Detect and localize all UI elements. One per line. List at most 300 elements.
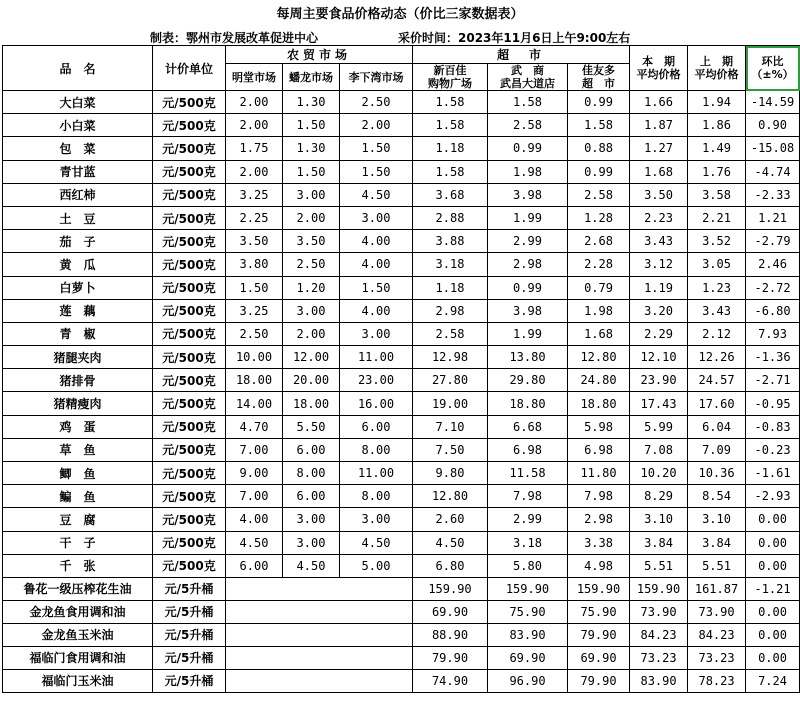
price-cell: 10.36 — [688, 462, 746, 485]
price-cell: 3.52 — [688, 230, 746, 253]
price-cell: 27.80 — [413, 369, 488, 392]
price-cell: 3.05 — [688, 253, 746, 276]
price-cell: 2.00 — [226, 91, 283, 114]
price-cell: 1.99 — [488, 322, 568, 345]
price-cell: 1.98 — [488, 160, 568, 183]
price-cell: 5.98 — [568, 415, 630, 438]
price-cell: 23.90 — [630, 369, 688, 392]
price-cell: 2.68 — [568, 230, 630, 253]
price-cell: 2.98 — [568, 508, 630, 531]
meta-line — [0, 28, 800, 45]
price-cell: -1.21 — [746, 577, 800, 600]
price-cell: 73.90 — [688, 600, 746, 623]
price-cell: 11.80 — [568, 462, 630, 485]
price-cell: 3.98 — [488, 183, 568, 206]
item-unit: 元/500克 — [153, 91, 226, 114]
item-unit: 元/500克 — [153, 346, 226, 369]
price-cell: 16.00 — [340, 392, 413, 415]
price-cell: -0.23 — [746, 438, 800, 461]
table-row — [3, 206, 800, 229]
item-unit: 元/500克 — [153, 531, 226, 554]
header-previous-line2: 平均价格 — [694, 68, 739, 81]
header-current-line1: 本 期 — [642, 55, 676, 68]
price-cell: 6.00 — [283, 438, 340, 461]
item-name: 土 豆 — [3, 206, 153, 229]
price-cell: 3.84 — [630, 531, 688, 554]
header-supermarkets: 超 市 — [413, 46, 630, 64]
price-cell: 6.68 — [488, 415, 568, 438]
item-unit: 元/5升桶 — [153, 600, 226, 623]
item-unit: 元/500克 — [153, 438, 226, 461]
price-cell: 1.23 — [688, 276, 746, 299]
table-row — [3, 392, 800, 415]
price-cell: 2.00 — [226, 114, 283, 137]
price-cell: 4.50 — [413, 531, 488, 554]
maker-label: 制表：鄂州市发展改革促进中心 — [150, 31, 319, 45]
price-cell: 1.18 — [413, 137, 488, 160]
price-cell: 3.25 — [226, 299, 283, 322]
item-name: 黄 瓜 — [3, 253, 153, 276]
price-cell: 7.00 — [226, 438, 283, 461]
price-cell: 11.00 — [340, 346, 413, 369]
price-cell: 2.00 — [340, 114, 413, 137]
price-cell: 7.93 — [746, 322, 800, 345]
price-cell: 83.90 — [630, 669, 688, 692]
price-cell: 8.00 — [283, 462, 340, 485]
price-cell: 3.00 — [340, 508, 413, 531]
item-unit: 元/500克 — [153, 114, 226, 137]
item-name: 金龙鱼食用调和油 — [3, 600, 153, 623]
price-cell: 8.29 — [630, 485, 688, 508]
price-cell: 2.21 — [688, 206, 746, 229]
price-cell: 2.29 — [630, 322, 688, 345]
price-cell: 4.50 — [340, 531, 413, 554]
item-name: 鳊 鱼 — [3, 485, 153, 508]
price-cell: 24.57 — [688, 369, 746, 392]
price-cell: 0.00 — [746, 554, 800, 577]
price-cell: 84.23 — [688, 623, 746, 646]
item-unit: 元/5升桶 — [153, 577, 226, 600]
price-cell: 159.90 — [630, 577, 688, 600]
price-cell: 2.58 — [488, 114, 568, 137]
price-cell: 3.43 — [688, 299, 746, 322]
price-cell: 1.27 — [630, 137, 688, 160]
price-cell: 6.00 — [226, 554, 283, 577]
price-cell: -2.71 — [746, 369, 800, 392]
price-cell: 78.23 — [688, 669, 746, 692]
price-cell: 1.50 — [340, 160, 413, 183]
price-cell: 79.90 — [413, 646, 488, 669]
price-cell: 2.50 — [283, 253, 340, 276]
item-name: 青甘蓝 — [3, 160, 153, 183]
table-row — [3, 137, 800, 160]
price-cell: 2.00 — [283, 206, 340, 229]
price-cell: 3.10 — [688, 508, 746, 531]
item-unit: 元/500克 — [153, 183, 226, 206]
price-cell: 0.79 — [568, 276, 630, 299]
price-cell: 9.80 — [413, 462, 488, 485]
blank-farm-cell — [226, 646, 413, 669]
blank-farm-cell — [226, 623, 413, 646]
price-cell: 3.88 — [413, 230, 488, 253]
header-name: 品 名 — [3, 46, 153, 91]
table-row — [3, 531, 800, 554]
blank-farm-cell — [226, 669, 413, 692]
price-cell: 13.80 — [488, 346, 568, 369]
price-cell: 7.98 — [488, 485, 568, 508]
item-name: 茄 子 — [3, 230, 153, 253]
item-unit: 元/500克 — [153, 206, 226, 229]
price-cell: 3.84 — [688, 531, 746, 554]
price-cell: 2.88 — [413, 206, 488, 229]
price-cell: 7.09 — [688, 438, 746, 461]
price-cell: 1.58 — [413, 91, 488, 114]
price-cell: 6.98 — [568, 438, 630, 461]
price-cell: 10.00 — [226, 346, 283, 369]
price-cell: 3.00 — [283, 508, 340, 531]
price-cell: 1.28 — [568, 206, 630, 229]
header-farm-markets: 农贸市场 — [226, 46, 413, 64]
price-cell: 6.04 — [688, 415, 746, 438]
price-cell: 79.90 — [568, 623, 630, 646]
page-title: 每周主要食品价格动态（价比三家数据表） — [276, 7, 524, 22]
header-market-line2: 购物广场 — [428, 77, 472, 90]
price-cell: 1.50 — [340, 137, 413, 160]
price-cell: 3.12 — [630, 253, 688, 276]
price-cell: 7.98 — [568, 485, 630, 508]
price-cell: 74.90 — [413, 669, 488, 692]
price-cell: 0.00 — [746, 508, 800, 531]
price-cell: 14.00 — [226, 392, 283, 415]
price-cell: 0.88 — [568, 137, 630, 160]
table-row — [3, 485, 800, 508]
price-cell: 3.10 — [630, 508, 688, 531]
price-cell: 11.58 — [488, 462, 568, 485]
price-cell: 3.20 — [630, 299, 688, 322]
price-cell: -2.93 — [746, 485, 800, 508]
price-cell: -0.95 — [746, 392, 800, 415]
price-cell: 18.80 — [488, 392, 568, 415]
item-unit: 元/500克 — [153, 230, 226, 253]
item-unit: 元/500克 — [153, 137, 226, 160]
table-row — [3, 508, 800, 531]
price-cell: 73.90 — [630, 600, 688, 623]
price-cell: 88.90 — [413, 623, 488, 646]
table-row — [3, 322, 800, 345]
item-name: 千 张 — [3, 554, 153, 577]
header-market-line1: 蟠龙市场 — [289, 70, 333, 84]
header-change-line1: 环比 — [761, 55, 784, 68]
header-market-line1: 新百佳 — [433, 64, 467, 77]
price-cell: 1.58 — [568, 114, 630, 137]
item-unit: 元/500克 — [153, 415, 226, 438]
header-change[interactable] — [746, 46, 800, 91]
price-cell: 8.00 — [340, 438, 413, 461]
header-previous-line1: 上 期 — [700, 55, 734, 68]
price-cell: 12.80 — [413, 485, 488, 508]
price-cell: 3.18 — [488, 531, 568, 554]
price-cell: 19.00 — [413, 392, 488, 415]
price-cell: 2.12 — [688, 322, 746, 345]
price-cell: 0.00 — [746, 600, 800, 623]
price-cell: 1.66 — [630, 91, 688, 114]
price-cell: 1.58 — [413, 160, 488, 183]
item-name: 草 鱼 — [3, 438, 153, 461]
table-row — [3, 160, 800, 183]
table-row — [3, 554, 800, 577]
header-market-3 — [413, 64, 488, 91]
price-cell: 4.00 — [340, 253, 413, 276]
price-cell: 1.86 — [688, 114, 746, 137]
price-cell: 69.90 — [488, 646, 568, 669]
price-cell: 8.54 — [688, 485, 746, 508]
price-cell: 2.58 — [413, 322, 488, 345]
price-cell: 1.58 — [488, 91, 568, 114]
item-unit: 元/500克 — [153, 160, 226, 183]
price-cell: -0.83 — [746, 415, 800, 438]
price-cell: 0.99 — [568, 91, 630, 114]
item-name: 西红柿 — [3, 183, 153, 206]
header-current-line2: 平均价格 — [636, 68, 681, 81]
price-cell: 4.00 — [340, 299, 413, 322]
price-cell: 5.80 — [488, 554, 568, 577]
table-row — [3, 623, 800, 646]
price-cell: 1.19 — [630, 276, 688, 299]
blank-farm-cell — [226, 600, 413, 623]
item-name: 大白菜 — [3, 91, 153, 114]
table-row — [3, 646, 800, 669]
price-cell: 3.50 — [283, 230, 340, 253]
price-cell: 24.80 — [568, 369, 630, 392]
price-cell: 17.60 — [688, 392, 746, 415]
price-cell: 4.00 — [340, 230, 413, 253]
table-row — [3, 438, 800, 461]
price-cell: 3.18 — [413, 253, 488, 276]
price-cell: 0.99 — [488, 137, 568, 160]
item-unit: 元/500克 — [153, 462, 226, 485]
price-cell: 1.50 — [226, 276, 283, 299]
item-name: 小白菜 — [3, 114, 153, 137]
price-cell: 5.51 — [688, 554, 746, 577]
price-cell: 159.90 — [413, 577, 488, 600]
survey-time-label: 采价时间：2023年11月6日上午9:00左右 — [398, 31, 631, 45]
price-cell: 3.43 — [630, 230, 688, 253]
price-cell: 0.00 — [746, 623, 800, 646]
price-cell: 0.00 — [746, 531, 800, 554]
item-name: 豆 腐 — [3, 508, 153, 531]
item-name: 猪腿夹肉 — [3, 346, 153, 369]
price-cell: -14.59 — [746, 91, 800, 114]
price-cell: 1.21 — [746, 206, 800, 229]
price-cell: 12.80 — [568, 346, 630, 369]
price-cell: -1.36 — [746, 346, 800, 369]
price-cell: 3.00 — [340, 322, 413, 345]
price-cell: -1.61 — [746, 462, 800, 485]
price-cell: 12.00 — [283, 346, 340, 369]
price-cell: 159.90 — [488, 577, 568, 600]
price-cell: 9.00 — [226, 462, 283, 485]
price-cell: 3.98 — [488, 299, 568, 322]
item-unit: 元/500克 — [153, 322, 226, 345]
price-cell: 11.00 — [340, 462, 413, 485]
item-unit: 元/5升桶 — [153, 623, 226, 646]
price-cell: 96.90 — [488, 669, 568, 692]
price-cell: 1.18 — [413, 276, 488, 299]
table-row — [3, 669, 800, 692]
price-cell: 1.58 — [413, 114, 488, 137]
price-cell: 12.26 — [688, 346, 746, 369]
price-cell: 7.24 — [746, 669, 800, 692]
price-cell: 3.50 — [630, 183, 688, 206]
header-change-line2: （±%） — [751, 68, 794, 81]
price-cell: 20.00 — [283, 369, 340, 392]
price-cell: -2.33 — [746, 183, 800, 206]
price-cell: 6.80 — [413, 554, 488, 577]
price-cell: 1.87 — [630, 114, 688, 137]
price-cell: -4.74 — [746, 160, 800, 183]
price-cell: 0.99 — [488, 276, 568, 299]
price-cell: 1.30 — [283, 91, 340, 114]
price-cell: 3.80 — [226, 253, 283, 276]
price-cell: 12.10 — [630, 346, 688, 369]
price-cell: 2.50 — [226, 322, 283, 345]
price-cell: 7.08 — [630, 438, 688, 461]
header-market-line2: 武昌大道店 — [500, 77, 555, 90]
item-unit: 元/500克 — [153, 392, 226, 415]
price-cell: -15.08 — [746, 137, 800, 160]
item-unit: 元/500克 — [153, 299, 226, 322]
price-cell: 10.20 — [630, 462, 688, 485]
blank-farm-cell — [226, 577, 413, 600]
price-cell: 23.00 — [340, 369, 413, 392]
price-cell: 12.98 — [413, 346, 488, 369]
header-current-avg — [630, 46, 688, 91]
item-unit: 元/500克 — [153, 253, 226, 276]
price-cell: 1.30 — [283, 137, 340, 160]
price-cell: 159.90 — [568, 577, 630, 600]
price-cell: 6.00 — [283, 485, 340, 508]
price-cell: 2.00 — [226, 160, 283, 183]
price-cell: 1.50 — [283, 160, 340, 183]
price-cell: 3.58 — [688, 183, 746, 206]
price-cell: 2.50 — [340, 91, 413, 114]
price-cell: 75.90 — [568, 600, 630, 623]
price-cell: 6.00 — [340, 415, 413, 438]
price-cell: 2.99 — [488, 230, 568, 253]
price-cell: 1.76 — [688, 160, 746, 183]
price-cell: 1.49 — [688, 137, 746, 160]
item-name: 金龙鱼玉米油 — [3, 623, 153, 646]
price-cell: 3.00 — [283, 299, 340, 322]
price-cell: 3.50 — [226, 230, 283, 253]
price-cell: 2.60 — [413, 508, 488, 531]
price-cell: 17.43 — [630, 392, 688, 415]
item-unit: 元/500克 — [153, 508, 226, 531]
price-cell: 2.28 — [568, 253, 630, 276]
item-unit: 元/500克 — [153, 369, 226, 392]
header-market-0 — [226, 64, 283, 91]
price-cell: 5.50 — [283, 415, 340, 438]
price-cell: 2.99 — [488, 508, 568, 531]
table-row — [3, 346, 800, 369]
price-cell: 0.00 — [746, 646, 800, 669]
price-cell: 4.50 — [226, 531, 283, 554]
price-cell: 75.90 — [488, 600, 568, 623]
price-cell: 1.99 — [488, 206, 568, 229]
price-cell: 1.50 — [340, 276, 413, 299]
price-cell: 5.99 — [630, 415, 688, 438]
table-row — [3, 299, 800, 322]
price-cell: 69.90 — [413, 600, 488, 623]
price-cell: 69.90 — [568, 646, 630, 669]
item-name: 干 子 — [3, 531, 153, 554]
header-market-line2: 超 市 — [582, 77, 616, 90]
price-cell: 7.00 — [226, 485, 283, 508]
item-name: 莲 藕 — [3, 299, 153, 322]
table-row — [3, 183, 800, 206]
price-cell: -2.79 — [746, 230, 800, 253]
price-cell: 0.99 — [568, 160, 630, 183]
price-cell: 2.25 — [226, 206, 283, 229]
price-cell: 3.38 — [568, 531, 630, 554]
price-cell: 3.00 — [340, 206, 413, 229]
table-row — [3, 253, 800, 276]
item-unit: 元/500克 — [153, 485, 226, 508]
item-unit: 元/500克 — [153, 276, 226, 299]
header-market-line1: 武 商 — [511, 64, 544, 77]
price-cell: 8.00 — [340, 485, 413, 508]
item-unit: 元/5升桶 — [153, 646, 226, 669]
price-cell: 3.25 — [226, 183, 283, 206]
price-cell: 7.50 — [413, 438, 488, 461]
table-row — [3, 462, 800, 485]
item-name: 鲁花一级压榨花生油 — [3, 577, 153, 600]
price-cell: 1.20 — [283, 276, 340, 299]
price-cell: 2.58 — [568, 183, 630, 206]
price-cell: 161.87 — [688, 577, 746, 600]
price-cell: 83.90 — [488, 623, 568, 646]
price-cell: -6.80 — [746, 299, 800, 322]
item-name: 白萝卜 — [3, 276, 153, 299]
price-cell: 2.00 — [283, 322, 340, 345]
price-cell: -2.72 — [746, 276, 800, 299]
header-previous-avg — [688, 46, 746, 91]
price-cell: 18.80 — [568, 392, 630, 415]
price-cell: 5.00 — [340, 554, 413, 577]
price-cell: 2.23 — [630, 206, 688, 229]
header-market-2 — [340, 64, 413, 91]
price-cell: 29.80 — [488, 369, 568, 392]
item-name: 福临门食用调和油 — [3, 646, 153, 669]
header-market-4 — [488, 64, 568, 91]
price-cell: 2.98 — [413, 299, 488, 322]
price-cell: 1.75 — [226, 137, 283, 160]
header-market-1 — [283, 64, 340, 91]
price-cell: 4.98 — [568, 554, 630, 577]
price-cell: 1.68 — [630, 160, 688, 183]
price-cell: 3.00 — [283, 531, 340, 554]
price-cell: 73.23 — [688, 646, 746, 669]
table-row — [3, 415, 800, 438]
table-row — [3, 369, 800, 392]
header-market-line1: 李下湾市场 — [348, 70, 404, 84]
header-unit: 计价单位 — [153, 46, 226, 91]
header-market-5 — [568, 64, 630, 91]
price-cell: 1.98 — [568, 299, 630, 322]
item-name: 鲫 鱼 — [3, 462, 153, 485]
table-row — [3, 600, 800, 623]
price-cell: 18.00 — [283, 392, 340, 415]
